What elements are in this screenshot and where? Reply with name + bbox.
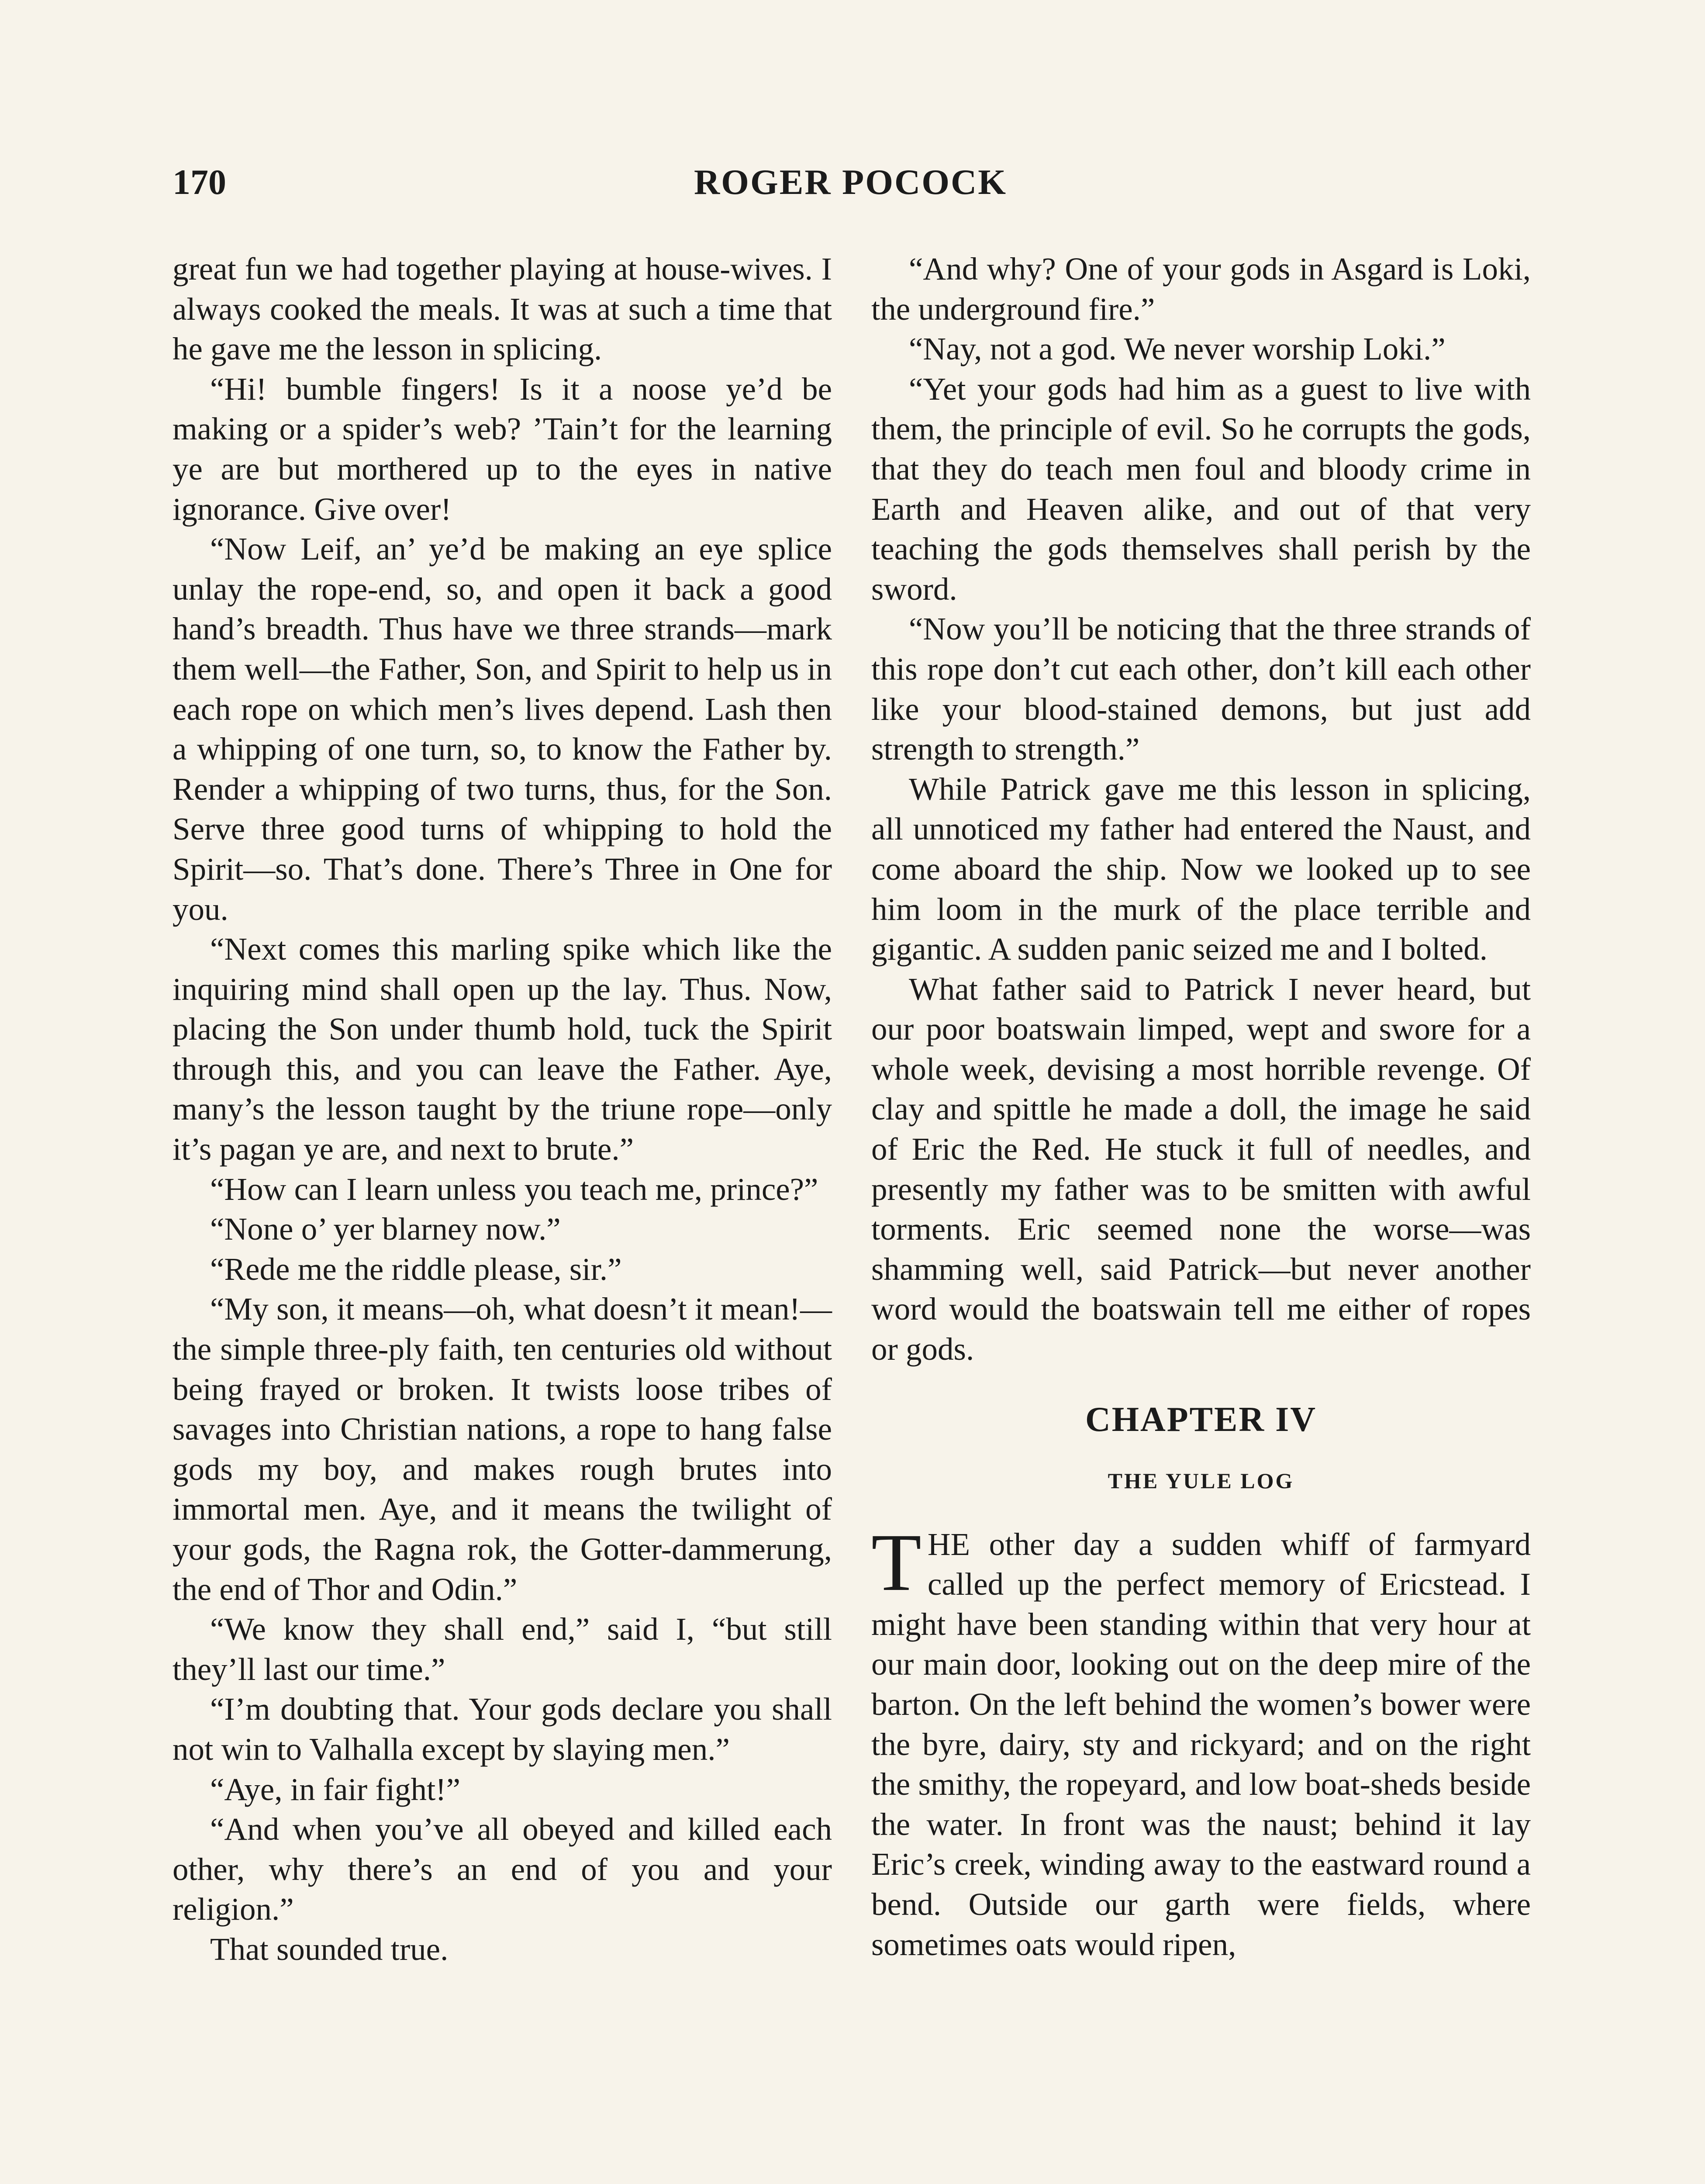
paragraph: “Yet your gods had him as a guest to live with them, the principle of evil. So he corrupts the gods, that they do teach men foul and bloody crime in Earth and Heaven alike, and out of that very teaching the gods themselves shall perish by the sword. [871, 371, 1531, 607]
paragraph: “And why? One of your gods in Asgard is Loki, the underground fire.” [871, 251, 1531, 327]
paragraph: “Hi! bumble fingers! Is it a noose ye’d be making or a spider’s web? ’Tain’t for the learning ye are but morthered up to the eyes in native ignorance. Give over! [173, 371, 832, 527]
left-column [173, 249, 832, 1970]
paragraph: “Next comes this marling spike which like the inquiring mind shall open up the lay. Thus. Now, placing the Son under thumb hold, tuck the Spirit through this, and you can leave the Father. Aye, many’s the lesson taught by the triune rope—only it’s pagan ye are, and next to brute.” [173, 931, 832, 1167]
paragraph: “We know they shall end,” said I, “but still they’ll last our time.” [173, 1611, 832, 1687]
paragraph: “Aye, in fair fight!” [210, 1771, 460, 1807]
paragraph: “Nay, not a god. We never worship Loki.” [909, 331, 1446, 367]
paragraph: “I’m doubting that. Your gods declare you shall not win to Valhalla except by slaying men.” [173, 1691, 832, 1767]
paragraph: That sounded true. [210, 1931, 449, 1967]
right-column [871, 249, 1531, 1964]
paragraph: What father said to Patrick I never heard, but our poor boatswain limped, wept and swore for a whole week, devising a most horrible revenge. Of clay and spittle he made a doll, the image he said of Eric the Red. He stuck it full of needles, and presently my father was to be smitten with awful torments. Eric seemed none the worse—was shamming well, said Patrick—but never another word would the boatswain tell me either of ropes or gods. [871, 971, 1531, 1367]
paragraph: “My son, it means—oh, what doesn’t it mean!—the simple three-ply faith, ten centuries old without being frayed or broken. It twists loose tribes of savages into Christian nations, a rope to hang false gods my boy, and makes rough brutes into immortal men. Aye, and it means the twilight of your gods, the Ragna rok, the Gotter-dammerung, the end of Thor and Odin.” [173, 1291, 832, 1607]
chapter-opening-text: HE other day a sudden whiff of farmyard called up the perfect memory of Ericstead. I might have been standing within that very hour at our main door, looking out on the deep mire of the barton. On the left behind the women’s bower were the byre, dairy, sty and rickyard; and on the right the smithy, the ropeyard, and low boat-sheds beside the water. In front was the naust; behind it lay Eric’s creek, winding away to the eastward round a bend. Outside our garth were fields, where sometimes oats would ripen, [871, 1526, 1531, 1962]
paragraph: “Now Leif, an’ ye’d be making an eye splice unlay the rope-end, so, and open it back a good hand’s breadth. Thus have we three strands—mark them well—the Father, Son, and Spirit to help us in each rope on which men’s lives depend. Lash then a whipping of one turn, so, to know the Father by. Render a whipping of two turns, thus, for the Son. Serve three good turns of whipping to hold the Spirit—so. That’s done. There’s Three in One for you. [173, 531, 832, 927]
page-number: 170 [173, 162, 226, 202]
paragraph: “And when you’ve all obeyed and killed each other, why there’s an end of you and your religion.” [173, 1811, 832, 1927]
paragraph: “How can I learn unless you teach me, prince?” [210, 1171, 818, 1207]
chapter-title: CHAPTER IV [1085, 1400, 1317, 1439]
paragraph: “Now you’ll be noticing that the three strands of this rope don’t cut each other, don’t kill each other like your blood-stained demons, but just add strength to strength.” [871, 611, 1531, 767]
paragraph: great fun we had together playing at house-wives. I always cooked the meals. It was at such a time that he gave me the lesson in splicing. [173, 251, 832, 367]
running-head-author: ROGER POCOCK [694, 162, 1008, 202]
running-head [173, 162, 1529, 214]
paragraph: “None o’ yer blarney now.” [210, 1211, 561, 1247]
chapter-subtitle: THE YULE LOG [1108, 1468, 1294, 1493]
chapter-opening-paragraph [871, 1516, 1531, 1965]
paragraph: While Patrick gave me this lesson in splicing, all unnoticed my father had entered the Naust, and come aboard the ship. Now we looked up to see him loom in the murk of the place terrible and gigantic. A sudden panic seized me and I bolted. [871, 771, 1531, 967]
drop-cap: T [871, 1516, 922, 1608]
paragraph: “Rede me the riddle please, sir.” [210, 1251, 622, 1287]
